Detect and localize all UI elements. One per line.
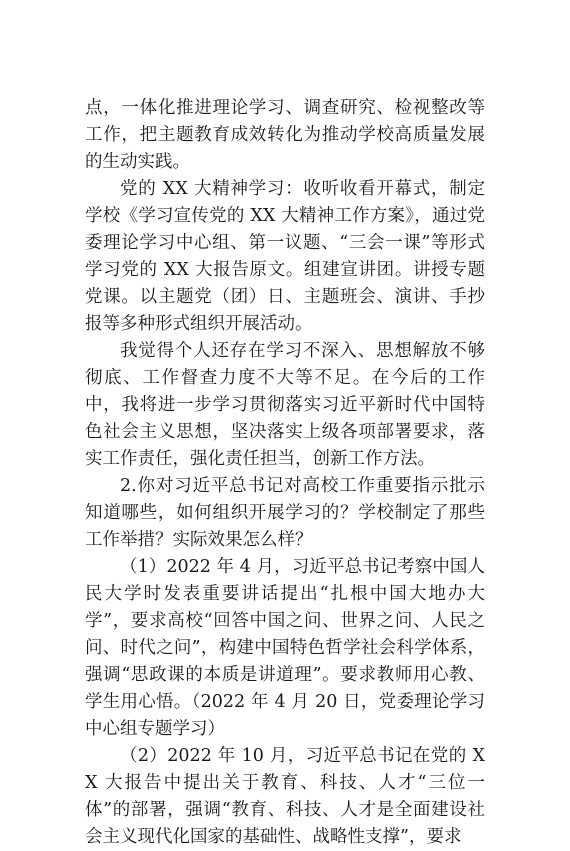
- paragraph-question-2: 2.你对习近平总书记对高校工作重要指示批示知道哪些，如何组织开展学习的？学校制定了那些工作举措？实际效果怎么样？: [85, 476, 485, 550]
- paragraph-congress-study: 党的 XX 大精神学习：收听收看开幕式，制定学校《学习宣传党的 XX 大精神工作方案》，通过党委理论学习中心组、第一议题、“三会一课”等形式学习党的 XX 大报告原文。组建宣讲团。讲授专题党课。以主题党（团）日、主题班会、演讲、手抄报等多种形式组织开展活动。: [85, 179, 485, 334]
- document-body: [85, 95, 485, 851]
- paragraph-continuation: 点，一体化推进理论学习、调查研究、检视整改等工作，把主题教育成效转化为推动学校高质量发展的生动实践。: [85, 98, 485, 172]
- paragraph-item-1: （1）2022 年 4 月，习近平总书记考察中国人民大学时发表重要讲话提出“扎根中国大地办大学”，要求高校“回答中国之问、世界之问、人民之问、时代之问”，构建中国特色哲学社会科学体系，强调“思政课的本质是讲道理”。要求教师用心教、学生用心悟。（2022 年 4 月 20 日，党委理论学习中心组专题学习）: [85, 557, 485, 739]
- paragraph-self-assessment: 我觉得个人还存在学习不深入、思想解放不够彻底、工作督查力度不大等不足。在今后的工作中，我将进一步学习贯彻落实习近平新时代中国特色社会主义思想，坚决落实上级各项部署要求，落实工作责任，强化责任担当，创新工作方法。: [85, 341, 485, 469]
- paragraph-item-2: （2）2022 年 10 月，习近平总书记在党的 XX 大报告中提出关于教育、科技、人才“三位一体”的部署，强调“教育、科技、人才是全面建设社会主义现代化国家的基础性、战略性支撑”，要求: [85, 746, 485, 847]
